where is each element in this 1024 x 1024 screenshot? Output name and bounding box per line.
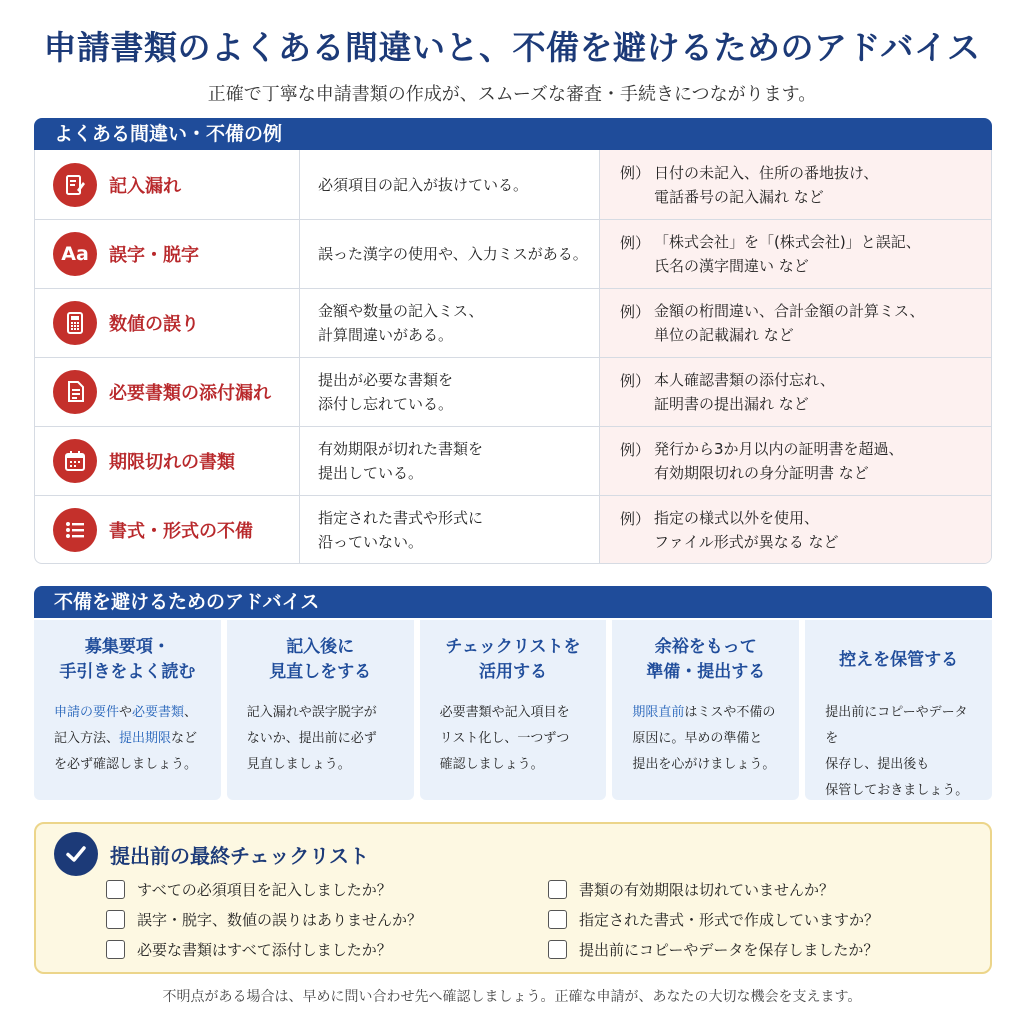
checklist-item-label: 必要な書類はすべて添付しましたか？ xyxy=(137,940,392,959)
advice-card xyxy=(34,620,221,800)
checklist-left-column xyxy=(106,874,422,964)
error-category xyxy=(35,150,300,219)
advice-section-header: 不備を避けるためのアドバイス xyxy=(34,586,992,618)
checkmark-icon xyxy=(54,832,98,876)
checklist-title: 提出前の最終チェックリスト xyxy=(110,843,369,868)
advice-cards xyxy=(34,620,992,800)
final-checklist xyxy=(34,822,992,974)
advice-body xyxy=(227,700,414,778)
error-description: 金額や数量の記入ミス、 計算間違いがある。 xyxy=(300,289,600,357)
checklist-item xyxy=(548,934,879,964)
checkbox[interactable] xyxy=(548,940,567,959)
error-row xyxy=(35,426,991,495)
error-row xyxy=(35,495,991,564)
errors-section-header: よくある間違い・不備の例 xyxy=(34,118,992,150)
calculator-icon xyxy=(53,301,97,345)
checklist-item xyxy=(106,934,422,964)
advice-title: 記入後に 見直しをする xyxy=(269,637,372,682)
example-text: 金額の桁間違い、合計金額の計算ミス、 単位の記載漏れ など xyxy=(654,302,925,344)
error-example xyxy=(600,496,991,564)
example-prefix: 例） xyxy=(620,233,651,252)
body-text: 必要書類や記入項目を リスト化し、一つずつ 確認しましょう。 xyxy=(439,705,570,772)
error-description: 必須項目の記入が抜けている。 xyxy=(300,150,600,219)
advice-body xyxy=(420,700,607,778)
footer-note: 不明点がある場合は、早めに問い合わせ先へ確認しましょう。正確な申請が、あなたの大切な機会を支えます。 xyxy=(162,989,862,1005)
error-category xyxy=(35,358,300,426)
example-prefix: 例） xyxy=(620,440,651,459)
list-icon xyxy=(53,508,97,552)
page-subtitle: 正確で丁寧な申請書類の作成が、スムーズな審査・手続きにつながります。 xyxy=(207,84,817,105)
advice-body xyxy=(34,700,221,778)
example-text: 「株式会社」を「(株式会社)」と誤記、 氏名の漢字間違い など xyxy=(654,233,921,275)
advice-title: 余裕をもって 準備・提出する xyxy=(646,637,766,682)
error-name: 記入漏れ xyxy=(109,175,181,197)
error-row xyxy=(35,150,991,219)
body-text: 提出前にコピーやデータを 保存し、提出後も 保管しておきましょう。 xyxy=(825,705,969,798)
example-text: 本人確認書類の添付忘れ、 証明書の提出漏れ など xyxy=(654,371,835,413)
checklist-item xyxy=(106,904,422,934)
error-category xyxy=(35,427,300,495)
error-description: 有効期限が切れた書類を 提出している。 xyxy=(300,427,600,495)
error-name: 必要書類の添付漏れ xyxy=(109,383,271,404)
checklist-item-label: 誤字・脱字、数値の誤りはありませんか？ xyxy=(137,910,423,929)
errors-table xyxy=(34,150,992,564)
body-text: はミスや不備の 原因に。早めの準備と 提出を心がけましょう。 xyxy=(632,705,776,772)
advice-card xyxy=(227,620,414,800)
error-name: 書式・形式の不備 xyxy=(109,521,253,542)
body-text: や xyxy=(119,705,133,720)
checklist-item-label: 指定された書式・形式で作成していますか？ xyxy=(579,910,880,929)
checklist-item-label: 書類の有効期限は切れていませんか？ xyxy=(579,880,835,899)
form-edit-icon xyxy=(53,163,97,207)
advice-card xyxy=(612,620,799,800)
error-description: 指定された書式や形式に 沿っていない。 xyxy=(300,496,600,564)
checkbox[interactable] xyxy=(548,880,567,899)
error-row xyxy=(35,357,991,426)
body-text: 、 記入方法、 xyxy=(54,705,198,746)
error-example xyxy=(600,289,991,357)
example-text: 発行から3か月以内の証明書を超過、 有効期限切れの身分証明書 など xyxy=(654,440,904,482)
example-prefix: 例） xyxy=(620,164,651,182)
advice-title: 募集要項・ 手引きをよく読む xyxy=(59,637,196,682)
error-name: 数値の誤り xyxy=(109,314,199,335)
checkbox[interactable] xyxy=(106,880,125,899)
checkbox[interactable] xyxy=(106,940,125,959)
error-row xyxy=(35,288,991,357)
checklist-item xyxy=(106,874,422,904)
checkbox[interactable] xyxy=(106,910,125,929)
error-example xyxy=(600,358,991,426)
advice-body xyxy=(612,700,799,778)
advice-card xyxy=(805,620,992,800)
error-category xyxy=(35,289,300,357)
example-text: 指定の様式以外を使用、 ファイル形式が異なる など xyxy=(654,509,839,551)
documents-icon xyxy=(53,370,97,414)
error-category xyxy=(35,220,300,288)
example-prefix: 例） xyxy=(620,302,651,321)
checklist-item-label: 提出前にコピーやデータを保存しましたか？ xyxy=(579,940,879,959)
body-text: 記入漏れや誤字脱字が ないか、提出前に必ず 見直しましょう。 xyxy=(246,705,377,772)
highlight-text: 必要書類 xyxy=(132,705,185,720)
error-example xyxy=(600,150,991,219)
advice-title: チェックリストを 活用する xyxy=(445,637,581,682)
error-row xyxy=(35,219,991,288)
error-example xyxy=(600,220,991,288)
checklist-item-label: すべての必須項目を記入しましたか？ xyxy=(137,880,392,899)
text-icon: Aa xyxy=(53,232,97,276)
checklist-right-column xyxy=(548,874,879,964)
page-title: 申請書類のよくある間違いと、不備を避けるためのアドバイス xyxy=(43,28,981,67)
error-description: 誤った漢字の使用や、入力ミスがある。 xyxy=(300,220,600,288)
checklist-item xyxy=(548,904,879,934)
example-prefix: 例） xyxy=(620,371,651,390)
body-text: など を必ず確認しましょう。 xyxy=(54,731,198,772)
highlight-text: 期限直前 xyxy=(632,705,685,720)
example-prefix: 例） xyxy=(620,509,651,528)
calendar-icon xyxy=(53,439,97,483)
error-name: 期限切れの書類 xyxy=(109,452,235,473)
highlight-text: 申請の要件 xyxy=(54,705,120,720)
highlight-text: 提出期限 xyxy=(119,731,172,746)
advice-body xyxy=(805,700,992,804)
error-category xyxy=(35,496,300,564)
error-name: 誤字・脱字 xyxy=(109,245,199,266)
advice-card xyxy=(420,620,607,800)
checklist-item xyxy=(548,874,879,904)
example-text: 日付の未記入、住所の番地抜け、 電話番号の記入漏れ など xyxy=(654,163,879,206)
advice-title: 控えを保管する xyxy=(839,649,959,670)
checkbox[interactable] xyxy=(548,910,567,929)
error-description: 提出が必要な書類を 添付し忘れている。 xyxy=(300,358,600,426)
error-example xyxy=(600,427,991,495)
